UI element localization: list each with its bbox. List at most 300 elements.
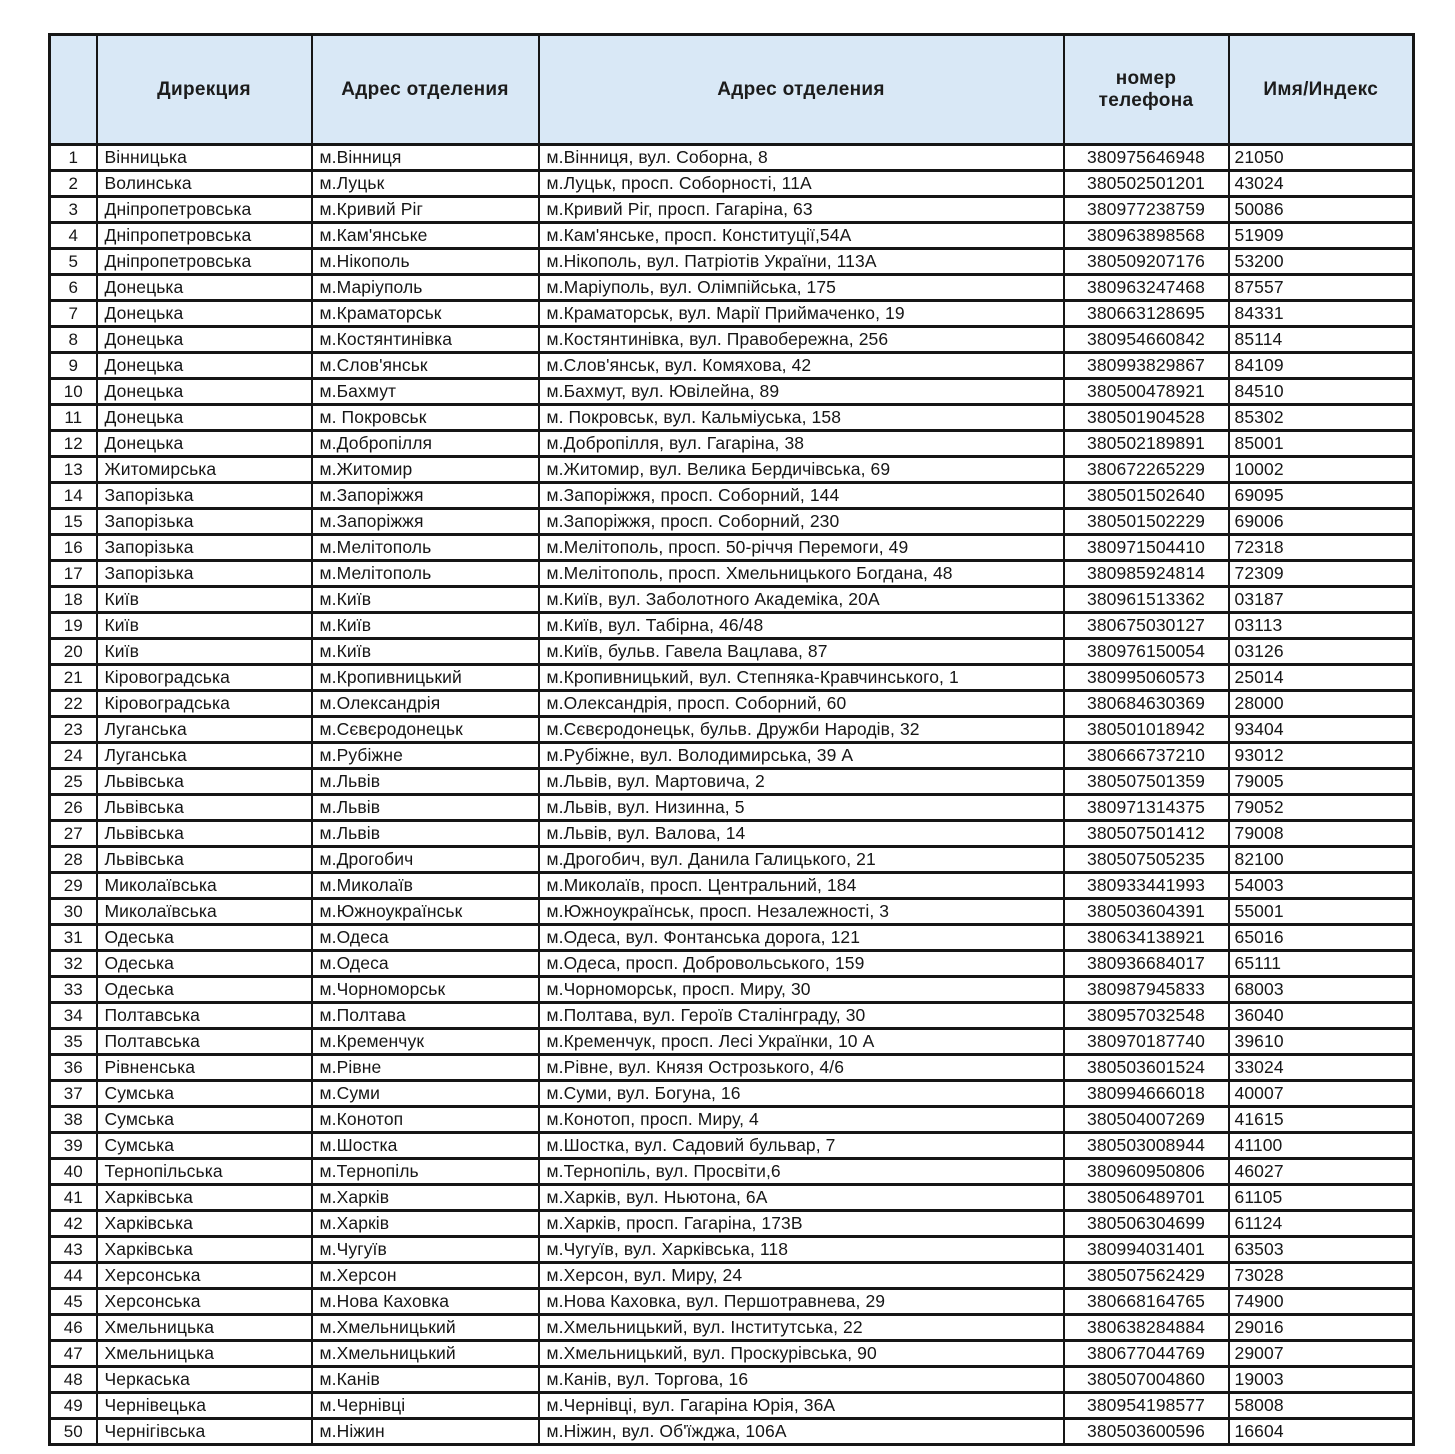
row-number-cell: 42 bbox=[50, 1211, 97, 1237]
row-number-cell: 31 bbox=[50, 925, 97, 951]
corner-header-cell bbox=[50, 35, 97, 145]
branch-city-cell: м.Одеса bbox=[312, 925, 539, 951]
branch-city-cell: м.Львів bbox=[312, 795, 539, 821]
branch-city-cell: м.Ніжин bbox=[312, 1419, 539, 1445]
index-cell: 40007 bbox=[1229, 1081, 1414, 1107]
branch-city-cell: м.Запоріжжя bbox=[312, 483, 539, 509]
table-row bbox=[50, 795, 1414, 821]
index-cell: 03126 bbox=[1229, 639, 1414, 665]
table-row bbox=[50, 977, 1414, 1003]
direction-cell: Миколаївська bbox=[97, 899, 312, 925]
index-cell: 21050 bbox=[1229, 145, 1414, 171]
table-row bbox=[50, 1263, 1414, 1289]
phone-cell: 380502501201 bbox=[1064, 171, 1229, 197]
direction-cell: Херсонська bbox=[97, 1263, 312, 1289]
phone-cell: 380506304699 bbox=[1064, 1211, 1229, 1237]
branch-city-cell: м.Мелітополь bbox=[312, 535, 539, 561]
branch-address-cell: м.Київ, бульв. Гавела Вацлава, 87 bbox=[539, 639, 1064, 665]
branch-city-cell: м.Мелітополь bbox=[312, 561, 539, 587]
table-row bbox=[50, 171, 1414, 197]
branch-city-cell: м.Рубіжне bbox=[312, 743, 539, 769]
direction-cell: Харківська bbox=[97, 1237, 312, 1263]
header-row bbox=[50, 35, 1414, 145]
index-cell: 85001 bbox=[1229, 431, 1414, 457]
branch-city-cell: м.Нікополь bbox=[312, 249, 539, 275]
table-row bbox=[50, 899, 1414, 925]
index-cell: 72309 bbox=[1229, 561, 1414, 587]
branch-city-cell: м.Київ bbox=[312, 639, 539, 665]
branch-address-cell: м.Львів, вул. Мартовича, 2 bbox=[539, 769, 1064, 795]
direction-cell: Дніпропетровська bbox=[97, 197, 312, 223]
index-cell: 65111 bbox=[1229, 951, 1414, 977]
index-cell: 79005 bbox=[1229, 769, 1414, 795]
index-cell: 82100 bbox=[1229, 847, 1414, 873]
index-cell: 36040 bbox=[1229, 1003, 1414, 1029]
phone-cell: 380975646948 bbox=[1064, 145, 1229, 171]
phone-cell: 380960950806 bbox=[1064, 1159, 1229, 1185]
direction-cell: Кіровоградська bbox=[97, 691, 312, 717]
index-cell: 65016 bbox=[1229, 925, 1414, 951]
table-row bbox=[50, 1003, 1414, 1029]
row-number-cell: 3 bbox=[50, 197, 97, 223]
index-cell: 61124 bbox=[1229, 1211, 1414, 1237]
direction-cell: Сумська bbox=[97, 1107, 312, 1133]
index-cell: 93404 bbox=[1229, 717, 1414, 743]
index-cell: 73028 bbox=[1229, 1263, 1414, 1289]
branch-address-cell: м.Рубіжне, вул. Володимирська, 39 А bbox=[539, 743, 1064, 769]
row-number-cell: 32 bbox=[50, 951, 97, 977]
branch-city-cell: м.Канів bbox=[312, 1367, 539, 1393]
branch-address-cell: м.Вінниця, вул. Соборна, 8 bbox=[539, 145, 1064, 171]
row-number-cell: 29 bbox=[50, 873, 97, 899]
index-cell: 79052 bbox=[1229, 795, 1414, 821]
table-row bbox=[50, 223, 1414, 249]
branch-city-cell: м.Сєвєродонецьк bbox=[312, 717, 539, 743]
row-number-cell: 4 bbox=[50, 223, 97, 249]
direction-cell: Чернігівська bbox=[97, 1419, 312, 1445]
index-cell: 50086 bbox=[1229, 197, 1414, 223]
branch-address-cell: м.Хмельницький, вул. Проскурівська, 90 bbox=[539, 1341, 1064, 1367]
direction-cell: Донецька bbox=[97, 327, 312, 353]
row-number-cell: 19 bbox=[50, 613, 97, 639]
phone-cell: 380507562429 bbox=[1064, 1263, 1229, 1289]
phone-cell: 380501502229 bbox=[1064, 509, 1229, 535]
branch-address-cell: м.Дрогобич, вул. Данила Галицького, 21 bbox=[539, 847, 1064, 873]
phone-cell: 380675030127 bbox=[1064, 613, 1229, 639]
branch-city-cell: м.Харків bbox=[312, 1211, 539, 1237]
phone-cell: 380507004860 bbox=[1064, 1367, 1229, 1393]
index-cell: 51909 bbox=[1229, 223, 1414, 249]
table-row bbox=[50, 1289, 1414, 1315]
table-row bbox=[50, 483, 1414, 509]
phone-cell: 380666737210 bbox=[1064, 743, 1229, 769]
direction-cell: Черкаська bbox=[97, 1367, 312, 1393]
index-cell: 29016 bbox=[1229, 1315, 1414, 1341]
header-branch-address: Адрес отделения bbox=[539, 35, 1064, 145]
table-row bbox=[50, 1367, 1414, 1393]
phone-cell: 380985924814 bbox=[1064, 561, 1229, 587]
phone-cell: 380509207176 bbox=[1064, 249, 1229, 275]
branch-address-cell: м.Тернопіль, вул. Просвіти,6 bbox=[539, 1159, 1064, 1185]
index-cell: 69095 bbox=[1229, 483, 1414, 509]
branch-address-cell: м.Кам'янське, просп. Конституції,54А bbox=[539, 223, 1064, 249]
phone-cell: 380507501412 bbox=[1064, 821, 1229, 847]
row-number-cell: 15 bbox=[50, 509, 97, 535]
branch-city-cell: м.Одеса bbox=[312, 951, 539, 977]
direction-cell: Луганська bbox=[97, 717, 312, 743]
phone-cell: 380971314375 bbox=[1064, 795, 1229, 821]
direction-cell: Одеська bbox=[97, 925, 312, 951]
row-number-cell: 34 bbox=[50, 1003, 97, 1029]
direction-cell: Полтавська bbox=[97, 1003, 312, 1029]
branch-address-cell: м.Нікополь, вул. Патріотів України, 113А bbox=[539, 249, 1064, 275]
phone-cell: 380994666018 bbox=[1064, 1081, 1229, 1107]
phone-cell: 380970187740 bbox=[1064, 1029, 1229, 1055]
row-number-cell: 12 bbox=[50, 431, 97, 457]
index-cell: 79008 bbox=[1229, 821, 1414, 847]
direction-cell: Тернопільська bbox=[97, 1159, 312, 1185]
branch-city-cell: м.Хмельницький bbox=[312, 1341, 539, 1367]
direction-cell: Хмельницька bbox=[97, 1341, 312, 1367]
header-phone: номер телефона bbox=[1064, 35, 1229, 145]
branch-city-cell: м.Южноукраїнськ bbox=[312, 899, 539, 925]
branch-address-cell: м.Суми, вул. Богуна, 16 bbox=[539, 1081, 1064, 1107]
branch-address-cell: м.Шостка, вул. Садовий бульвар, 7 bbox=[539, 1133, 1064, 1159]
index-cell: 85114 bbox=[1229, 327, 1414, 353]
table-row bbox=[50, 1055, 1414, 1081]
index-cell: 85302 bbox=[1229, 405, 1414, 431]
index-cell: 55001 bbox=[1229, 899, 1414, 925]
direction-cell: Запорізька bbox=[97, 561, 312, 587]
branch-city-cell: м.Полтава bbox=[312, 1003, 539, 1029]
branch-city-cell: м.Рівне bbox=[312, 1055, 539, 1081]
phone-cell: 380672265229 bbox=[1064, 457, 1229, 483]
branch-city-cell: м.Чорноморськ bbox=[312, 977, 539, 1003]
branch-address-cell: м.Канів, вул. Торгова, 16 bbox=[539, 1367, 1064, 1393]
index-cell: 25014 bbox=[1229, 665, 1414, 691]
phone-cell: 380634138921 bbox=[1064, 925, 1229, 951]
branch-city-cell: м.Львів bbox=[312, 769, 539, 795]
direction-cell: Полтавська bbox=[97, 1029, 312, 1055]
table-row bbox=[50, 1341, 1414, 1367]
row-number-cell: 6 bbox=[50, 275, 97, 301]
index-cell: 69006 bbox=[1229, 509, 1414, 535]
row-number-cell: 18 bbox=[50, 587, 97, 613]
row-number-cell: 25 bbox=[50, 769, 97, 795]
phone-cell: 380503600596 bbox=[1064, 1419, 1229, 1445]
direction-cell: Дніпропетровська bbox=[97, 249, 312, 275]
branch-city-cell: м.Кропивницький bbox=[312, 665, 539, 691]
phone-cell: 380503604391 bbox=[1064, 899, 1229, 925]
table-row bbox=[50, 1133, 1414, 1159]
row-number-cell: 27 bbox=[50, 821, 97, 847]
row-number-cell: 5 bbox=[50, 249, 97, 275]
table-row bbox=[50, 691, 1414, 717]
branch-city-cell: м.Чернівці bbox=[312, 1393, 539, 1419]
index-cell: 58008 bbox=[1229, 1393, 1414, 1419]
direction-cell: Харківська bbox=[97, 1185, 312, 1211]
phone-cell: 380638284884 bbox=[1064, 1315, 1229, 1341]
direction-cell: Сумська bbox=[97, 1081, 312, 1107]
table-row bbox=[50, 613, 1414, 639]
branch-address-cell: м.Одеса, просп. Добровольського, 159 bbox=[539, 951, 1064, 977]
phone-cell: 380504007269 bbox=[1064, 1107, 1229, 1133]
row-number-cell: 1 bbox=[50, 145, 97, 171]
index-cell: 61105 bbox=[1229, 1185, 1414, 1211]
table-row bbox=[50, 431, 1414, 457]
index-cell: 33024 bbox=[1229, 1055, 1414, 1081]
phone-cell: 380501502640 bbox=[1064, 483, 1229, 509]
index-cell: 41615 bbox=[1229, 1107, 1414, 1133]
row-number-cell: 49 bbox=[50, 1393, 97, 1419]
row-number-cell: 30 bbox=[50, 899, 97, 925]
direction-cell: Київ bbox=[97, 639, 312, 665]
branch-city-cell: м.Слов'янськ bbox=[312, 353, 539, 379]
table-row bbox=[50, 1419, 1414, 1445]
branch-city-cell: м.Краматорськ bbox=[312, 301, 539, 327]
branch-city-cell: м.Чугуїв bbox=[312, 1237, 539, 1263]
direction-cell: Чернівецька bbox=[97, 1393, 312, 1419]
index-cell: 19003 bbox=[1229, 1367, 1414, 1393]
branch-directory-table bbox=[48, 33, 1415, 1446]
row-number-cell: 24 bbox=[50, 743, 97, 769]
branch-address-cell: м.Харків, просп. Гагаріна, 173В bbox=[539, 1211, 1064, 1237]
table-row bbox=[50, 457, 1414, 483]
index-cell: 39610 bbox=[1229, 1029, 1414, 1055]
phone-cell: 380663128695 bbox=[1064, 301, 1229, 327]
branch-city-cell: м.Нова Каховка bbox=[312, 1289, 539, 1315]
phone-cell: 380963247468 bbox=[1064, 275, 1229, 301]
branch-address-cell: м.Чугуїв, вул. Харківська, 118 bbox=[539, 1237, 1064, 1263]
branch-address-cell: м.Полтава, вул. Героїв Сталінграду, 30 bbox=[539, 1003, 1064, 1029]
phone-cell: 380507505235 bbox=[1064, 847, 1229, 873]
direction-cell: Миколаївська bbox=[97, 873, 312, 899]
index-cell: 93012 bbox=[1229, 743, 1414, 769]
row-number-cell: 22 bbox=[50, 691, 97, 717]
index-cell: 84331 bbox=[1229, 301, 1414, 327]
phone-cell: 380677044769 bbox=[1064, 1341, 1229, 1367]
branch-city-cell: м.Тернопіль bbox=[312, 1159, 539, 1185]
direction-cell: Житомирська bbox=[97, 457, 312, 483]
phone-cell: 380684630369 bbox=[1064, 691, 1229, 717]
row-number-cell: 37 bbox=[50, 1081, 97, 1107]
row-number-cell: 7 bbox=[50, 301, 97, 327]
branch-address-cell: м.Запоріжжя, просп. Соборний, 144 bbox=[539, 483, 1064, 509]
table-row bbox=[50, 535, 1414, 561]
phone-cell: 380987945833 bbox=[1064, 977, 1229, 1003]
branch-address-cell: м.Мелітополь, просп. 50-річчя Перемоги, 49 bbox=[539, 535, 1064, 561]
row-number-cell: 41 bbox=[50, 1185, 97, 1211]
branch-address-cell: м.Южноукраїнськ, просп. Незалежності, 3 bbox=[539, 899, 1064, 925]
index-cell: 63503 bbox=[1229, 1237, 1414, 1263]
phone-cell: 380954660842 bbox=[1064, 327, 1229, 353]
table-row bbox=[50, 1107, 1414, 1133]
branch-city-cell: м.Луцьк bbox=[312, 171, 539, 197]
branch-city-cell: м.Львів bbox=[312, 821, 539, 847]
direction-cell: Волинська bbox=[97, 171, 312, 197]
table-row bbox=[50, 1081, 1414, 1107]
table-row bbox=[50, 301, 1414, 327]
phone-cell: 380501904528 bbox=[1064, 405, 1229, 431]
row-number-cell: 39 bbox=[50, 1133, 97, 1159]
table-row bbox=[50, 197, 1414, 223]
table-row bbox=[50, 275, 1414, 301]
branch-city-cell: м.Суми bbox=[312, 1081, 539, 1107]
branch-address-cell: м.Бахмут, вул. Ювілейна, 89 bbox=[539, 379, 1064, 405]
phone-cell: 380503601524 bbox=[1064, 1055, 1229, 1081]
row-number-cell: 2 bbox=[50, 171, 97, 197]
index-cell: 03187 bbox=[1229, 587, 1414, 613]
branch-city-cell: м.Кривий Ріг bbox=[312, 197, 539, 223]
branch-address-cell: м.Одеса, вул. Фонтанська дорога, 121 bbox=[539, 925, 1064, 951]
branch-city-cell: м.Олександрія bbox=[312, 691, 539, 717]
index-cell: 84510 bbox=[1229, 379, 1414, 405]
direction-cell: Донецька bbox=[97, 353, 312, 379]
table-row bbox=[50, 769, 1414, 795]
phone-cell: 380976150054 bbox=[1064, 639, 1229, 665]
phone-cell: 380503008944 bbox=[1064, 1133, 1229, 1159]
branch-address-cell: м.Олександрія, просп. Соборний, 60 bbox=[539, 691, 1064, 717]
direction-cell: Київ bbox=[97, 587, 312, 613]
phone-cell: 380500478921 bbox=[1064, 379, 1229, 405]
row-number-cell: 9 bbox=[50, 353, 97, 379]
row-number-cell: 28 bbox=[50, 847, 97, 873]
table-row bbox=[50, 405, 1414, 431]
phone-cell: 380502189891 bbox=[1064, 431, 1229, 457]
table-row bbox=[50, 1237, 1414, 1263]
table-row bbox=[50, 1393, 1414, 1419]
branch-city-cell: м.Маріуполь bbox=[312, 275, 539, 301]
phone-cell: 380994031401 bbox=[1064, 1237, 1229, 1263]
index-cell: 03113 bbox=[1229, 613, 1414, 639]
direction-cell: Донецька bbox=[97, 431, 312, 457]
branch-address-cell: м.Рівне, вул. Князя Острозького, 4/6 bbox=[539, 1055, 1064, 1081]
table-row bbox=[50, 1211, 1414, 1237]
phone-cell: 380507501359 bbox=[1064, 769, 1229, 795]
branch-address-cell: м.Кременчук, просп. Лесі Українки, 10 А bbox=[539, 1029, 1064, 1055]
phone-cell: 380933441993 bbox=[1064, 873, 1229, 899]
branch-address-cell: м.Кривий Ріг, просп. Гагаріна, 63 bbox=[539, 197, 1064, 223]
branch-city-cell: м.Херсон bbox=[312, 1263, 539, 1289]
branch-city-cell: м.Хмельницький bbox=[312, 1315, 539, 1341]
branch-city-cell: м.Кременчук bbox=[312, 1029, 539, 1055]
index-cell: 10002 bbox=[1229, 457, 1414, 483]
row-number-cell: 40 bbox=[50, 1159, 97, 1185]
branch-city-cell: м.Миколаїв bbox=[312, 873, 539, 899]
index-cell: 41100 bbox=[1229, 1133, 1414, 1159]
row-number-cell: 45 bbox=[50, 1289, 97, 1315]
header-direction: Дирекция bbox=[97, 35, 312, 145]
row-number-cell: 43 bbox=[50, 1237, 97, 1263]
index-cell: 68003 bbox=[1229, 977, 1414, 1003]
branch-address-cell: м.Конотоп, просп. Миру, 4 bbox=[539, 1107, 1064, 1133]
phone-cell: 380963898568 bbox=[1064, 223, 1229, 249]
direction-cell: Львівська bbox=[97, 795, 312, 821]
branch-city-cell: м.Шостка bbox=[312, 1133, 539, 1159]
row-number-cell: 14 bbox=[50, 483, 97, 509]
index-cell: 43024 bbox=[1229, 171, 1414, 197]
branch-address-cell: м.Костянтинівка, вул. Правобережна, 256 bbox=[539, 327, 1064, 353]
branch-city-cell: м.Житомир bbox=[312, 457, 539, 483]
table-row bbox=[50, 925, 1414, 951]
direction-cell: Одеська bbox=[97, 951, 312, 977]
index-cell: 46027 bbox=[1229, 1159, 1414, 1185]
direction-cell: Запорізька bbox=[97, 483, 312, 509]
row-number-cell: 36 bbox=[50, 1055, 97, 1081]
phone-cell: 380993829867 bbox=[1064, 353, 1229, 379]
index-cell: 53200 bbox=[1229, 249, 1414, 275]
branch-city-cell: м.Дрогобич bbox=[312, 847, 539, 873]
table-row bbox=[50, 379, 1414, 405]
branch-address-cell: м.Київ, вул. Табірна, 46/48 bbox=[539, 613, 1064, 639]
phone-cell: 380668164765 bbox=[1064, 1289, 1229, 1315]
index-cell: 84109 bbox=[1229, 353, 1414, 379]
direction-cell: Запорізька bbox=[97, 509, 312, 535]
direction-cell: Донецька bbox=[97, 379, 312, 405]
row-number-cell: 33 bbox=[50, 977, 97, 1003]
direction-cell: Донецька bbox=[97, 405, 312, 431]
row-number-cell: 8 bbox=[50, 327, 97, 353]
direction-cell: Сумська bbox=[97, 1133, 312, 1159]
phone-cell: 380971504410 bbox=[1064, 535, 1229, 561]
table-row bbox=[50, 249, 1414, 275]
branch-address-cell: м.Краматорськ, вул. Марії Приймаченко, 19 bbox=[539, 301, 1064, 327]
branch-address-cell: м.Чернівці, вул. Гагаріна Юрія, 36А bbox=[539, 1393, 1064, 1419]
index-cell: 72318 bbox=[1229, 535, 1414, 561]
table-row bbox=[50, 1185, 1414, 1211]
table-row bbox=[50, 1029, 1414, 1055]
table-row bbox=[50, 353, 1414, 379]
table-row bbox=[50, 717, 1414, 743]
direction-cell: Рівненська bbox=[97, 1055, 312, 1081]
direction-cell: Донецька bbox=[97, 301, 312, 327]
row-number-cell: 47 bbox=[50, 1341, 97, 1367]
row-number-cell: 50 bbox=[50, 1419, 97, 1445]
row-number-cell: 38 bbox=[50, 1107, 97, 1133]
branch-city-cell: м.Вінниця bbox=[312, 145, 539, 171]
direction-cell: Кіровоградська bbox=[97, 665, 312, 691]
direction-cell: Донецька bbox=[97, 275, 312, 301]
row-number-cell: 23 bbox=[50, 717, 97, 743]
phone-cell: 380961513362 bbox=[1064, 587, 1229, 613]
branch-address-cell: м.Київ, вул. Заболотного Академіка, 20А bbox=[539, 587, 1064, 613]
table-row bbox=[50, 561, 1414, 587]
table-body bbox=[50, 145, 1414, 1445]
branch-city-cell: м.Запоріжжя bbox=[312, 509, 539, 535]
table-row bbox=[50, 587, 1414, 613]
branch-address-cell: м.Добропілля, вул. Гагаріна, 38 bbox=[539, 431, 1064, 457]
branch-address-cell: м.Хмельницький, вул. Інститутська, 22 bbox=[539, 1315, 1064, 1341]
branch-address-cell: м.Кропивницький, вул. Степняка-Кравчинського, 1 bbox=[539, 665, 1064, 691]
header-branch-city: Адрес отделения bbox=[312, 35, 539, 145]
row-number-cell: 26 bbox=[50, 795, 97, 821]
branch-address-cell: м.Львів, вул. Низинна, 5 bbox=[539, 795, 1064, 821]
branch-address-cell: м.Львів, вул. Валова, 14 bbox=[539, 821, 1064, 847]
branch-city-cell: м.Кам'янське bbox=[312, 223, 539, 249]
direction-cell: Львівська bbox=[97, 769, 312, 795]
row-number-cell: 17 bbox=[50, 561, 97, 587]
header-name-index: Имя/Индекс bbox=[1229, 35, 1414, 145]
index-cell: 28000 bbox=[1229, 691, 1414, 717]
index-cell: 54003 bbox=[1229, 873, 1414, 899]
branch-address-cell: м.Мелітополь, просп. Хмельницького Богдана, 48 bbox=[539, 561, 1064, 587]
branch-address-cell: м.Ніжин, вул. Об'їжджа, 106А bbox=[539, 1419, 1064, 1445]
row-number-cell: 46 bbox=[50, 1315, 97, 1341]
table-row bbox=[50, 873, 1414, 899]
phone-cell: 380995060573 bbox=[1064, 665, 1229, 691]
row-number-cell: 35 bbox=[50, 1029, 97, 1055]
branch-address-cell: м.Сєвєродонецьк, бульв. Дружби Народів, 32 bbox=[539, 717, 1064, 743]
